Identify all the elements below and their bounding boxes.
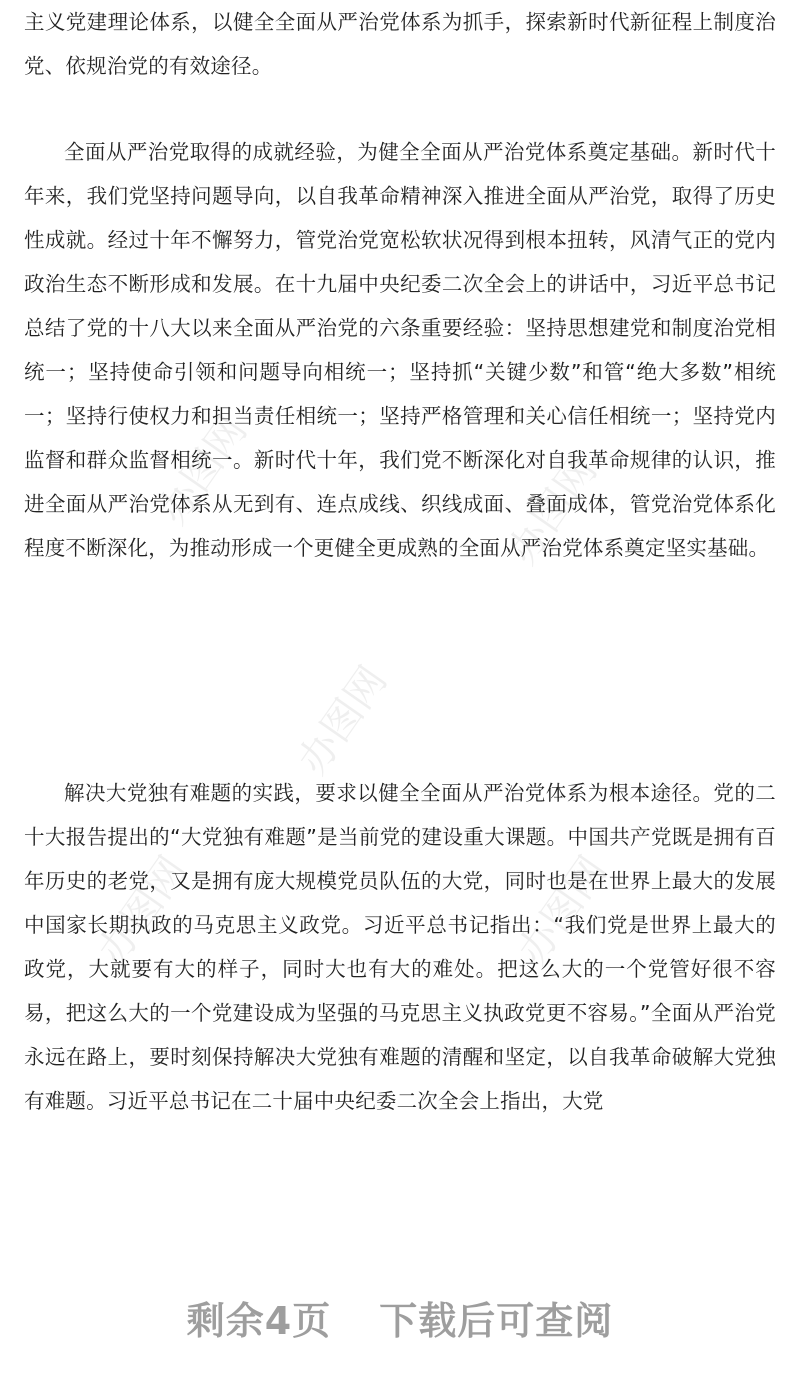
watermark-5: 办图网 [509, 848, 617, 973]
download-hint-label: 下载后可查阅 [379, 1299, 614, 1343]
paragraph-1: 主义党建理论体系，以健全全面从严治党体系为抓手，探索新时代新征程上制度治党、依规治党的有效途径。 [24, 10, 776, 78]
download-prompt[interactable] [0, 1290, 800, 1345]
remaining-pages-label: 剩余4页 [186, 1299, 332, 1343]
watermark-4: 办图网 [89, 848, 197, 973]
paragraph-2: 全面从严治党取得的成就经验，为健全全面从严治党体系奠定基础。新时代十年来，我们党坚持问题导向，以自我革命精神深入推进全面从严治党，取得了历史性成就。经过十年不懈努力，管党治党宽松软状况得到根本扭转，风清气正的党内政治生态不断形成和发展。在十九届中央纪委二次全会上的讲话中，习近平总书记总结了党的十八大以来全面从严治党的六条重要经验：坚持思想建党和制度治党相统一；坚持使命引领和问题导向相统一；坚持抓“关键少数”和管“绝大多数”相统一；坚持行使权力和担当责任相统一；坚持严格管理和关心信任相统一；坚持党内监督和群众监督相统一。新时代十年，我们党不断深化对自我革命规律的认识，推进全面从严治党体系从无到有、连点成线、织线成面、叠面成体，管党治党体系化程度不断深化，为推动形成一个更健全更成熟的全面从严治党体系奠定坚实基础。 [24, 140, 776, 560]
paragraph-3: 解决大党独有难题的实践，要求以健全全面从严治党体系为根本途径。党的二十大报告提出的“大党独有难题”是当前党的建设重大课题。中国共产党既是拥有百年历史的老党，又是拥有庞大规模党员队伍的大党，同时也是在世界上最大的发展中国家长期执政的马克思主义政党。习近平总书记指出：“我们党是世界上最大的政党，大就要有大的样子，同时大也有大的难处。把这么大的一个党管好很不容易，把这么大的一个党建设成为坚强的马克思主义执政党更不容易。”全面从严治党永远在路上，要时刻保持解决大党独有难题的清醒和坚定，以自我革命破解大党独有难题。习近平总书记在二十届中央纪委二次全会上指出，大党 [24, 781, 776, 1113]
watermark-1: 办图网 [149, 408, 257, 533]
watermark-2: 办图网 [499, 448, 607, 573]
watermark-3: 办图网 [289, 658, 397, 783]
